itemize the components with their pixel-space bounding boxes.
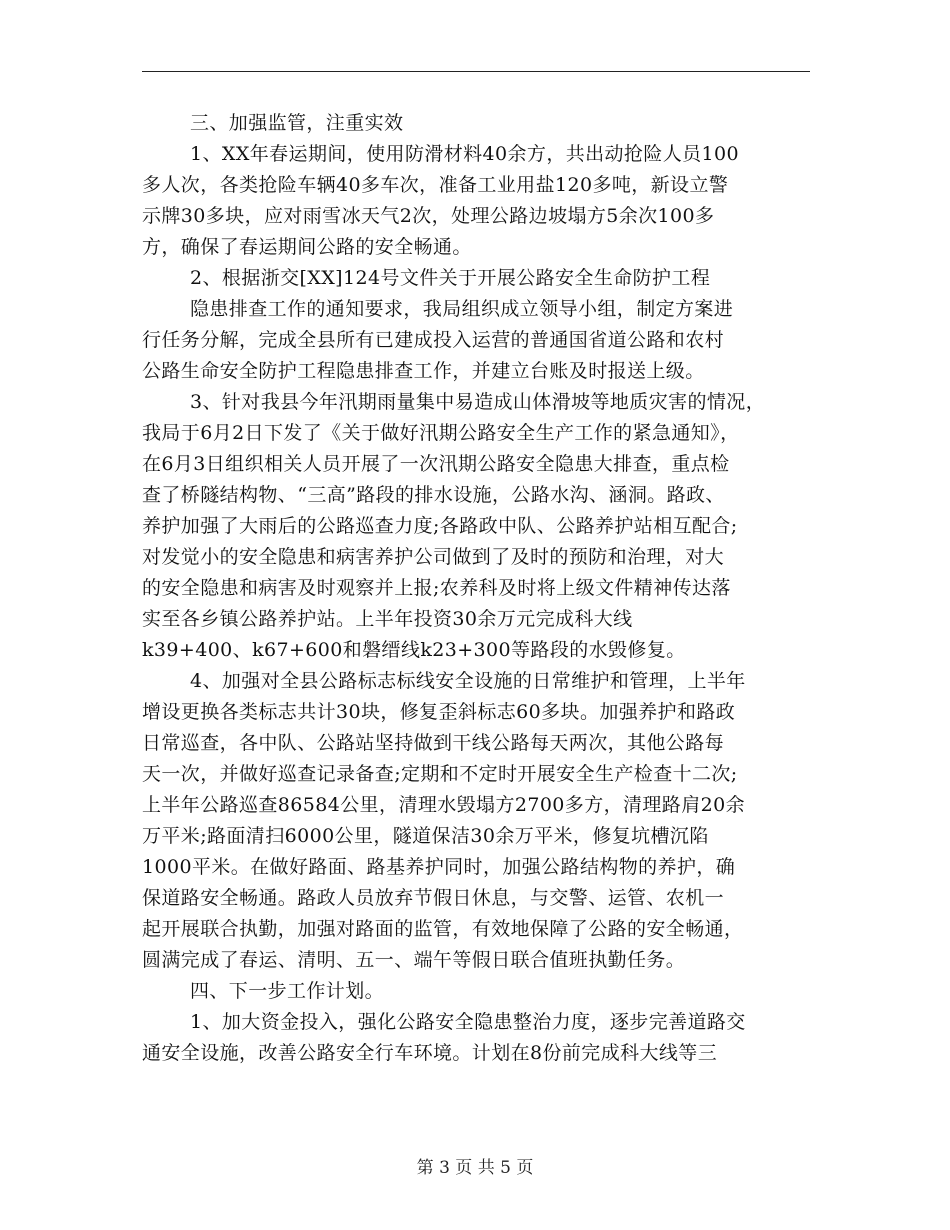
text-line: 通安全设施，改善公路安全行车环境。计划在8份前完成科大线等三 — [142, 1042, 718, 1064]
text-line: 多人次，各类抢险车辆40多车次，准备工业用盐120多吨，新设立警 — [142, 174, 729, 196]
text-line: 上半年公路巡查86584公里，清理水毁塌方2700多方，清理路肩20余 — [142, 794, 745, 816]
text-line: 查了桥隧结构物、“三高”路段的排水设施，公路水沟、涵洞。路政、 — [142, 484, 725, 506]
text-line: 1、XX年春运期间，使用防滑材料40余方，共出动抢险人员100 — [190, 143, 739, 165]
page-footer: 第 3 页 共 5 页 — [416, 1158, 534, 1178]
text-line: 在6月3日组织相关人员开展了一次汛期公路安全隐患大排查，重点检 — [142, 453, 730, 475]
text-line: 4、加强对全县公路标志标线安全设施的日常维护和管理，上半年 — [190, 670, 746, 692]
text-line: 增设更换各类标志共计30块，修复歪斜标志60多块。加强养护和路政 — [142, 701, 736, 723]
text-line: 实至各乡镇公路养护站。上半年投资30余万元完成科大线 — [142, 608, 633, 630]
text-line: k39+400、k67+600和磐缙线k23+300等路段的水毁修复。 — [142, 639, 686, 661]
text-line: 我局于6月2日下发了《关于做好汛期公路安全生产工作的紧急通知》， — [142, 422, 740, 444]
text-line: 日常巡查，各中队、公路站坚持做到干线公路每天两次，其他公路每 — [142, 732, 725, 754]
text-line: 行任务分解，完成全县所有已建成投入运营的普通国省道公路和农村 — [142, 329, 725, 351]
text-line: 万平米;路面清扫6000公里，隧道保洁30余万平米，修复坑槽沉陷 — [142, 825, 709, 847]
text-line: 三、加强监管，注重实效 — [190, 112, 404, 134]
text-line: 养护加强了大雨后的公路巡查力度;各路政中队、公路养护站相互配合; — [142, 515, 738, 537]
text-line: 起开展联合执勤，加强对路面的监管，有效地保障了公路的安全畅通， — [142, 918, 744, 940]
text-line: 圆满完成了春运、清明、五一、端午等假日联合值班执勤任务。 — [142, 949, 686, 971]
header-rule — [142, 71, 810, 72]
text-line: 1、加大资金投入，强化公路安全隐患整治力度，逐步完善道路交 — [190, 1011, 746, 1033]
text-line: 隐患排查工作的通知要求，我局组织成立领导小组，制定方案进 — [190, 298, 734, 320]
text-line: 保道路安全畅通。路政人员放弃节假日休息，与交警、运管、农机一 — [142, 887, 725, 909]
text-line: 对发觉小的安全隐患和病害养护公司做到了及时的预防和治理，对大 — [142, 546, 725, 568]
text-line: 四、下一步工作计划。 — [190, 980, 385, 1002]
text-line: 的安全隐患和病害及时观察并上报;农养科及时将上级文件精神传达落 — [142, 577, 731, 599]
text-line: 方，确保了春运期间公路的安全畅通。 — [142, 236, 472, 258]
text-line: 2、根据浙交[XX]124号文件关于开展公路安全生命防护工程 — [190, 267, 711, 289]
text-line: 1000平米。在做好路面、路基养护同时，加强公路结构物的养护，确 — [142, 856, 736, 878]
text-line: 公路生命安全防护工程隐患排查工作，并建立台账及时报送上级。 — [142, 360, 705, 382]
text-line: 示牌30多块，应对雨雪冰天气2次，处理公路边坡塌方5余次100多 — [142, 205, 715, 227]
text-line: 天一次，并做好巡查记录备查;定期和不定时开展安全生产检查十二次; — [142, 763, 738, 785]
text-line: 3、针对我县今年汛期雨量集中易造成山体滑坡等地质灾害的情况， — [190, 391, 766, 413]
document-body — [142, 108, 810, 1069]
